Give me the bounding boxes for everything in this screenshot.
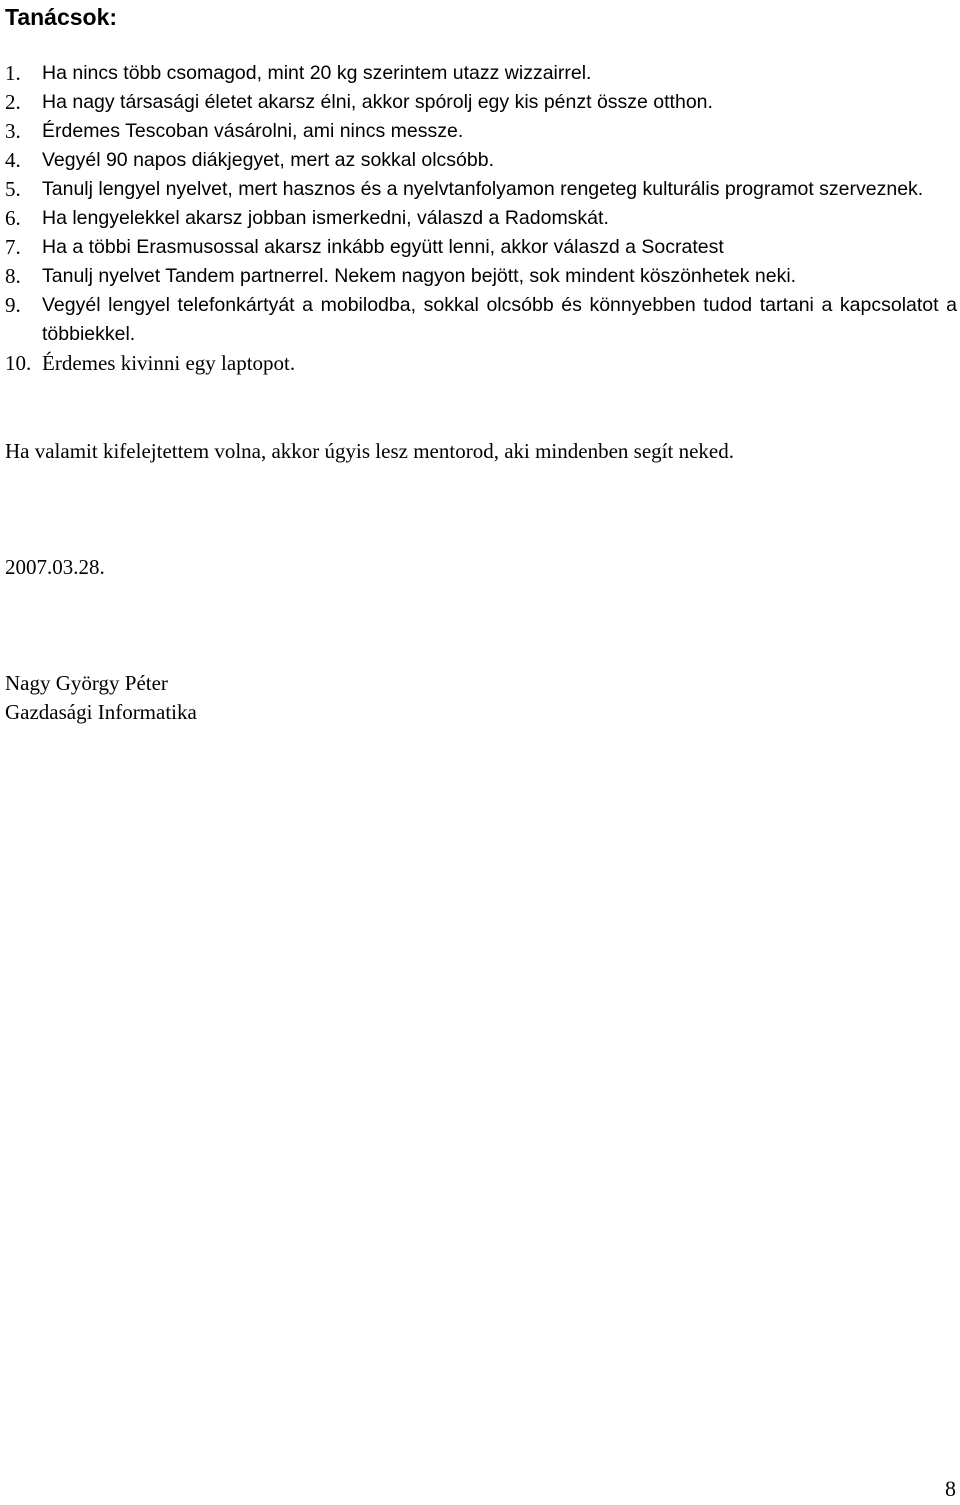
tip-text: Vegyél lengyel telefonkártyát a mobilodba, sokkal olcsóbb és könnyebben tudod tartani a kapcsolatot a többiekkel. [42,294,957,345]
closing-paragraph: Ha valamit kifelejtettem volna, akkor úgyis lesz mentorod, aki mindenben segít neked. [5,439,734,463]
tip-item [5,262,957,291]
tip-item [5,349,957,378]
tip-text: Érdemes kivinni egy laptopot. [42,351,296,375]
tip-item [5,291,957,349]
author-department: Gazdasági Informatika [5,700,197,724]
tip-number: 6. [5,206,21,230]
tip-item [5,175,957,204]
tip-item [5,59,957,88]
page-heading: Tanácsok: [5,4,118,30]
document-date: 2007.03.28. [5,555,105,579]
tip-item [5,204,957,233]
tip-text: Tanulj lengyel nyelvet, mert hasznos és a nyelvtanfolyamon rengeteg kulturális programot szerveznek. [42,178,924,200]
tip-number: 2. [5,90,21,114]
tip-text: Vegyél 90 napos diákjegyet, mert az sokkal olcsóbb. [42,149,495,171]
tip-number: 10. [5,351,32,375]
tip-number: 5. [5,177,21,201]
tip-text: Érdemes Tescoban vásárolni, ami nincs messze. [42,120,464,142]
tip-text: Ha nincs több csomagod, mint 20 kg szerintem utazz wizzairrel. [42,62,592,84]
tip-number: 8. [5,264,21,288]
tip-text: Ha a többi Erasmusossal akarsz inkább együtt lenni, akkor válaszd a Socratest [42,236,724,258]
tip-text: Tanulj nyelvet Tandem partnerrel. Nekem nagyon bejött, sok mindent köszönhetek neki. [42,265,797,287]
page-number: 8 [945,1476,956,1501]
tip-number: 3. [5,119,21,143]
tip-text: Ha nagy társasági életet akarsz élni, akkor spórolj egy kis pénzt össze otthon. [42,91,713,113]
tip-item [5,117,957,146]
tip-number: 7. [5,235,21,259]
author-name: Nagy György Péter [5,671,168,695]
tip-item [5,88,957,117]
tip-number: 1. [5,61,21,85]
tip-item [5,233,957,262]
tips-list [5,59,957,378]
tip-number: 4. [5,148,21,172]
tip-number: 9. [5,293,21,317]
tip-item [5,146,957,175]
tip-text: Ha lengyelekkel akarsz jobban ismerkedni, válaszd a Radomskát. [42,207,609,229]
